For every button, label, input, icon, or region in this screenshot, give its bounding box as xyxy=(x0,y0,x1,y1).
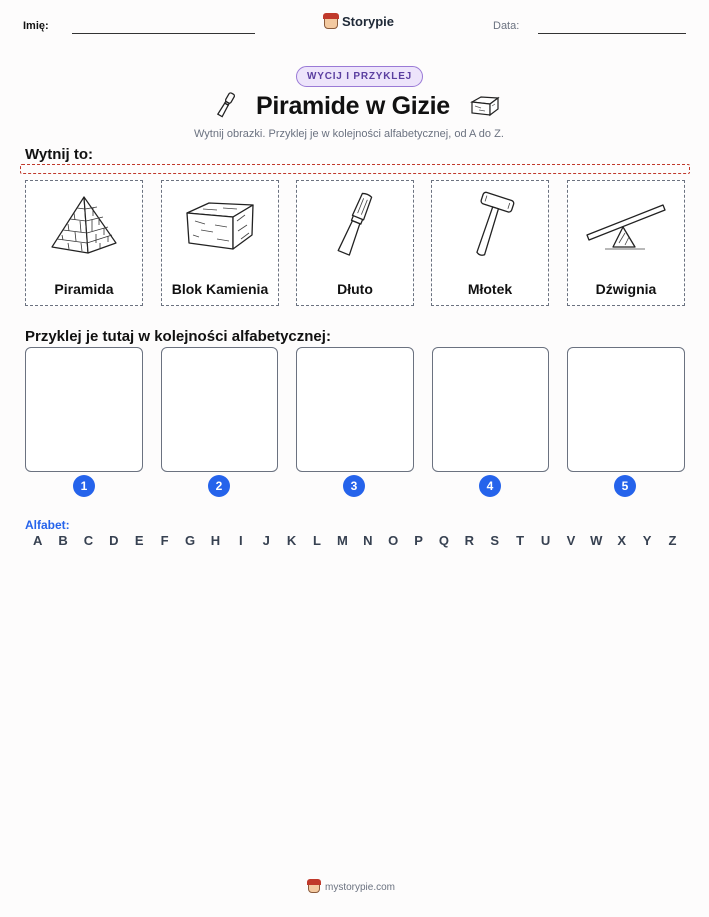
alphabet-letter: V xyxy=(566,533,576,548)
paste-section-title: Przyklej je tutaj w kolejności alfabetycznej: xyxy=(25,328,331,345)
paste-box-4[interactable] xyxy=(432,347,549,472)
cut-card-mlotek[interactable] xyxy=(431,180,549,306)
alphabet-letter: K xyxy=(286,533,297,548)
cut-card-piramida[interactable] xyxy=(25,180,143,306)
alphabet-row xyxy=(25,533,685,548)
paste-box-3[interactable] xyxy=(296,347,414,472)
number-badge-5: 5 xyxy=(614,475,636,497)
cut-card-dluto[interactable] xyxy=(296,180,414,306)
alphabet-letter: D xyxy=(109,533,119,548)
alphabet-letter: Y xyxy=(642,533,652,548)
cut-card-label: Dłuto xyxy=(337,281,373,297)
alphabet-letter: W xyxy=(590,533,603,548)
alphabet-letter: I xyxy=(239,533,243,548)
alphabet-letter: X xyxy=(617,533,627,548)
activity-badge: WYCIJ I PRZYKLEJ xyxy=(296,66,423,87)
alphabet-letter: B xyxy=(58,533,68,548)
alphabet-letter: H xyxy=(210,533,221,548)
number-badge-3: 3 xyxy=(343,475,365,497)
brand-logo xyxy=(324,14,394,29)
alphabet-letter: J xyxy=(262,533,270,548)
footer xyxy=(308,881,395,893)
cut-line xyxy=(20,164,690,174)
chisel-icon xyxy=(325,189,385,261)
alphabet-letter: A xyxy=(33,533,43,548)
cut-card-label: Dźwignia xyxy=(595,281,657,297)
chisel-icon xyxy=(213,90,239,120)
brand-name: Storypie xyxy=(342,14,395,29)
alphabet-letter: L xyxy=(313,533,321,548)
alphabet-letter: G xyxy=(184,533,196,548)
alphabet-letter: O xyxy=(388,533,399,548)
footer-site[interactable]: mystorypie.com xyxy=(325,881,396,893)
alphabet-letter: C xyxy=(83,533,94,548)
cut-card-label: Blok Kamienia xyxy=(171,281,269,297)
name-line[interactable] xyxy=(72,33,255,34)
cut-section-title: Wytnij to: xyxy=(25,146,94,163)
alphabet-letter: M xyxy=(336,533,348,548)
storypie-mascot-icon xyxy=(308,881,320,893)
lever-icon xyxy=(583,197,669,253)
date-label: Data: xyxy=(493,20,520,32)
date-line[interactable] xyxy=(538,33,686,34)
alphabet-letter: R xyxy=(464,533,475,548)
cut-card-label: Piramida xyxy=(54,281,114,297)
alphabet-letter: Z xyxy=(668,533,677,548)
alphabet-title: Alfabet: xyxy=(25,518,70,532)
paste-box-1[interactable] xyxy=(25,347,143,472)
stone-block-icon xyxy=(469,94,501,118)
stone-block-icon xyxy=(183,197,257,253)
cut-card-label: Młotek xyxy=(467,281,513,297)
number-badge-4: 4 xyxy=(479,475,501,497)
cut-card-blok-kamienia[interactable] xyxy=(161,180,279,306)
alphabet-letter: F xyxy=(160,533,169,548)
hammer-icon xyxy=(460,189,520,261)
alphabet-letter: P xyxy=(414,533,423,548)
paste-box-5[interactable] xyxy=(567,347,685,472)
alphabet-letter: Q xyxy=(438,533,449,548)
storypie-mascot-icon xyxy=(324,15,338,29)
name-label: Imię: xyxy=(23,20,49,32)
number-badge-2: 2 xyxy=(208,475,230,497)
alphabet-letter: T xyxy=(516,533,525,548)
paste-box-2[interactable] xyxy=(161,347,278,472)
pyramid-icon xyxy=(48,193,120,257)
alphabet-letter: U xyxy=(540,533,551,548)
page-title: Piramide w Gizie xyxy=(256,92,450,120)
alphabet-letter: N xyxy=(363,533,373,548)
instructions: Wytnij obrazki. Przyklej je w kolejności alfabetycznej, od A do Z. xyxy=(194,128,504,140)
alphabet-letter: E xyxy=(134,533,144,548)
number-badge-1: 1 xyxy=(73,475,95,497)
alphabet-letter: S xyxy=(490,533,500,548)
cut-card-dzwignia[interactable] xyxy=(567,180,685,306)
